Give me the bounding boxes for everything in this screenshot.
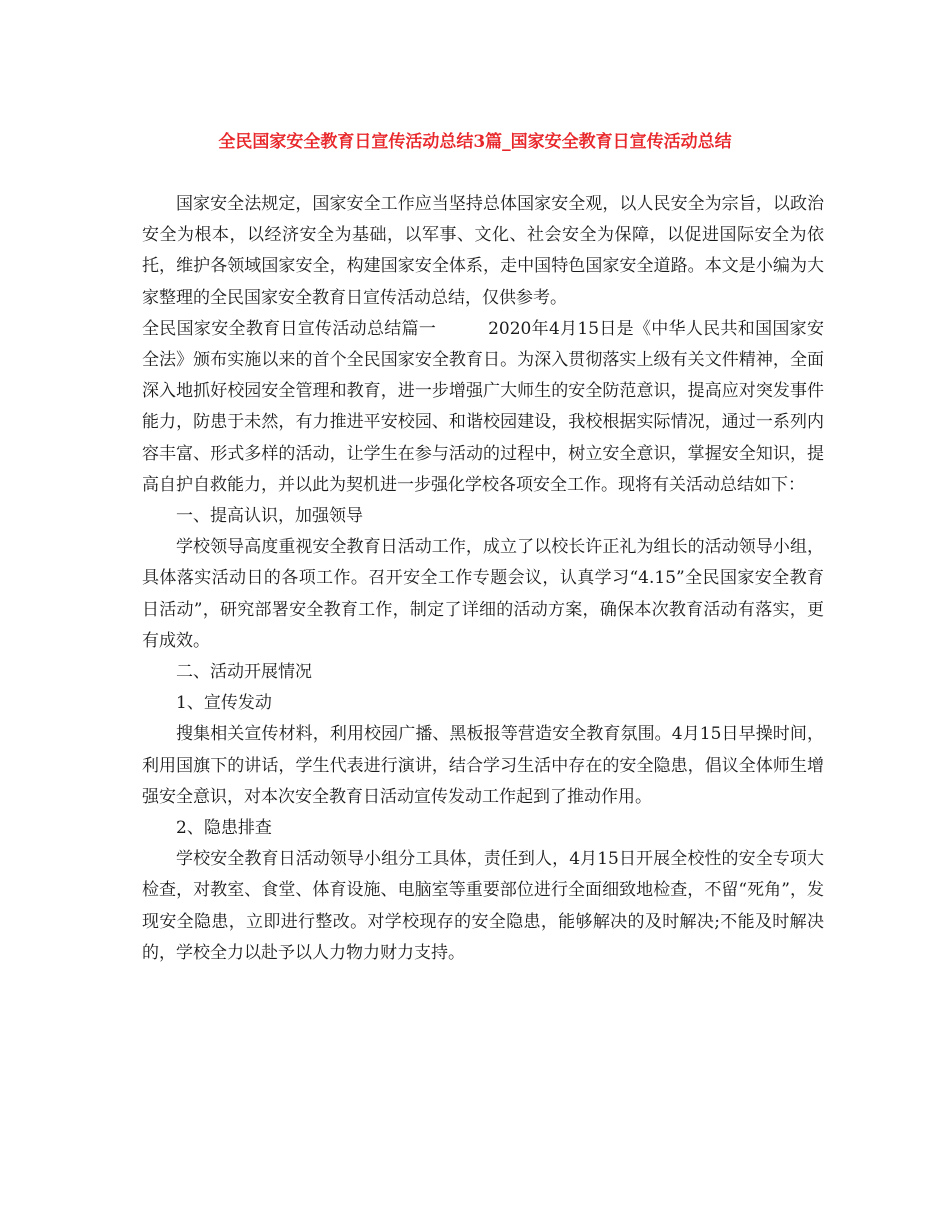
subheading-hazard-check: 2、隐患排查 <box>176 818 272 839</box>
section-heading-2: 二、活动开展情况 <box>176 662 312 683</box>
paragraph-publicity: 搜集相关宣传材料，利用校园广播、黑板报等营造安全教育氛围。4月15日早操时间，利用国旗下的讲话，学生代表进行演讲，结合学习生活中存在的安全隐患，倡议全体师生增强安全意识，对本次安全教育日活动宣传发动工作起到了推动作用。 <box>142 724 824 807</box>
paragraph-intro: 国家安全法规定，国家安全工作应当坚持总体国家安全观，以人民安全为宗旨，以政治安全为根本，以经济安全为基础，以军事、文化、社会安全为保障，以促进国际安全为依托，维护各领域国家安全，构建国家安全体系，走中国特色国家安全道路。本文是小编为大家整理的全民国家安全教育日宣传活动总结，仅供参考。 <box>142 194 824 308</box>
section-heading-1: 一、提高认识，加强领导 <box>176 506 363 527</box>
subheading-publicity: 1、宣传发动 <box>176 693 272 714</box>
document-title: 全民国家安全教育日宣传活动总结3篇_国家安全教育日宣传活动总结 <box>218 132 732 152</box>
paragraph-part-one-intro: 全民国家安全教育日宣传活动总结篇一 2020年4月15日是《中华人民共和国国家安全法》颁布实施以来的首个全民国家安全教育日。为深入贯彻落实上级有关文件精神，全面深入地抓好校园安全管理和教育，进一步增强广大师生的安全防范意识，提高应对突发事件能力，防患于未然，有力推进平安校园、和谐校园建设，我校根据实际情况，通过一系列内容丰富、形式多样的活动，让学生在参与活动的过程中，树立安全意识，掌握安全知识，提高自护自救能力，并以此为契机进一步强化学校各项安全工作。现将有关活动总结如下： <box>142 318 824 495</box>
paragraph-leadership: 学校领导高度重视安全教育日活动工作，成立了以校长许正礼为组长的活动领导小组，具体落实活动日的各项工作。召开安全工作专题会议，认真学习“4.15”全民国家安全教育日活动”，研究部署安全教育工作，制定了详细的活动方案，确保本次教育活动有落实，更有成效。 <box>142 537 824 651</box>
document-body <box>142 189 824 969</box>
paragraph-hazard-check: 学校安全教育日活动领导小组分工具体，责任到人，4月15日开展全校性的安全专项大检查，对教室、食堂、体育设施、电脑室等重要部位进行全面细致地检查，不留“死角”，发现安全隐患，立即进行整改。对学校现存的安全隐患，能够解决的及时解决;不能及时解决的，学校全力以赴予以人力物力财力支持。 <box>142 849 824 963</box>
